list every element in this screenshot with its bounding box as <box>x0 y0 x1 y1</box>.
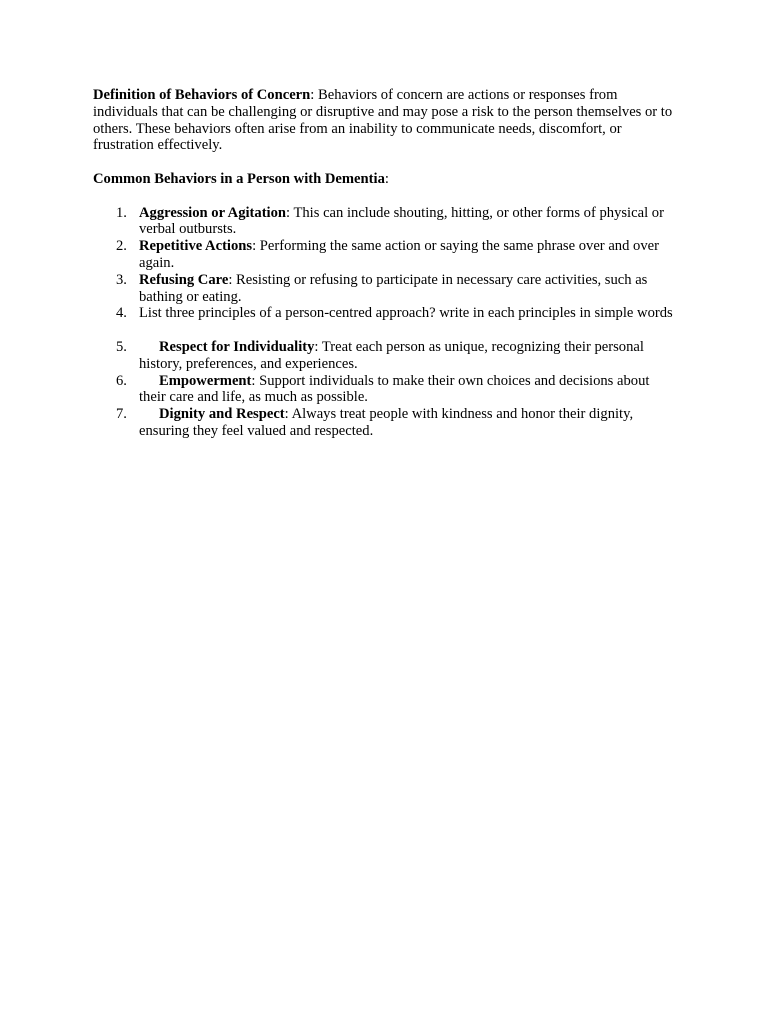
list-item-number: 4. <box>116 305 127 322</box>
list-item-term: Repetitive Actions <box>139 238 253 255</box>
definition-text: : Behaviors of concern are actions or responses from individuals that can be challenging or disruptive and may pose a risk to the person themselves or to others. These behaviors often arise from an inability to communicate needs, discomfort, or frustration effectively. <box>93 87 673 154</box>
list-item-term: Dignity and Respect <box>159 406 285 423</box>
list-item-term: Refusing Care <box>139 271 229 288</box>
list-item <box>93 205 678 239</box>
list-item-number: 7. <box>116 406 127 423</box>
definition-term: Definition of Behaviors of Concern <box>93 87 311 103</box>
behaviors-list <box>93 205 678 323</box>
list-item-text: : This can include shouting, hitting, or other forms of physical or verbal outbursts. <box>139 204 664 238</box>
list-item-text: : Support individuals to make their own choices and decisions about their care and life, as much as possible. <box>139 372 650 406</box>
blank-line <box>93 322 678 339</box>
list-item-term: Respect for Individuality <box>159 338 315 355</box>
list-item-number: 2. <box>116 238 127 255</box>
section-heading-suffix: : <box>384 170 389 187</box>
list-item-number: 1. <box>116 204 127 221</box>
section-heading-title: Common Behaviors in a Person with Dementia <box>93 170 385 187</box>
list-item <box>93 238 678 272</box>
document-page <box>93 87 678 440</box>
definition-paragraph <box>93 87 678 154</box>
list-item-text: : Treat each person as unique, recognizing their personal history, preferences, and experiences. <box>139 338 644 372</box>
list-item-term: Aggression or Agitation <box>139 204 287 221</box>
list-item-text: List three principles of a person-centred approach? write in each principles in simple words <box>139 305 673 322</box>
list-item <box>93 373 678 407</box>
list-item <box>93 339 678 373</box>
list-item-text: : Performing the same action or saying the same phrase over and over again. <box>139 238 659 271</box>
section-heading <box>93 171 678 188</box>
list-item-number: 5. <box>116 338 127 355</box>
list-item-text: : Resisting or refusing to participate in necessary care activities, such as bathing or eating. <box>139 271 648 305</box>
list-item-number: 3. <box>116 271 127 288</box>
list-item <box>93 305 678 322</box>
list-item-text: : Always treat people with kindness and honor their dignity, ensuring they feel valued and respected. <box>139 406 634 439</box>
list-item <box>93 406 678 440</box>
principles-list <box>93 339 678 440</box>
list-item-number: 6. <box>116 372 127 389</box>
list-item-term: Empowerment <box>159 372 252 389</box>
list-item <box>93 272 678 306</box>
